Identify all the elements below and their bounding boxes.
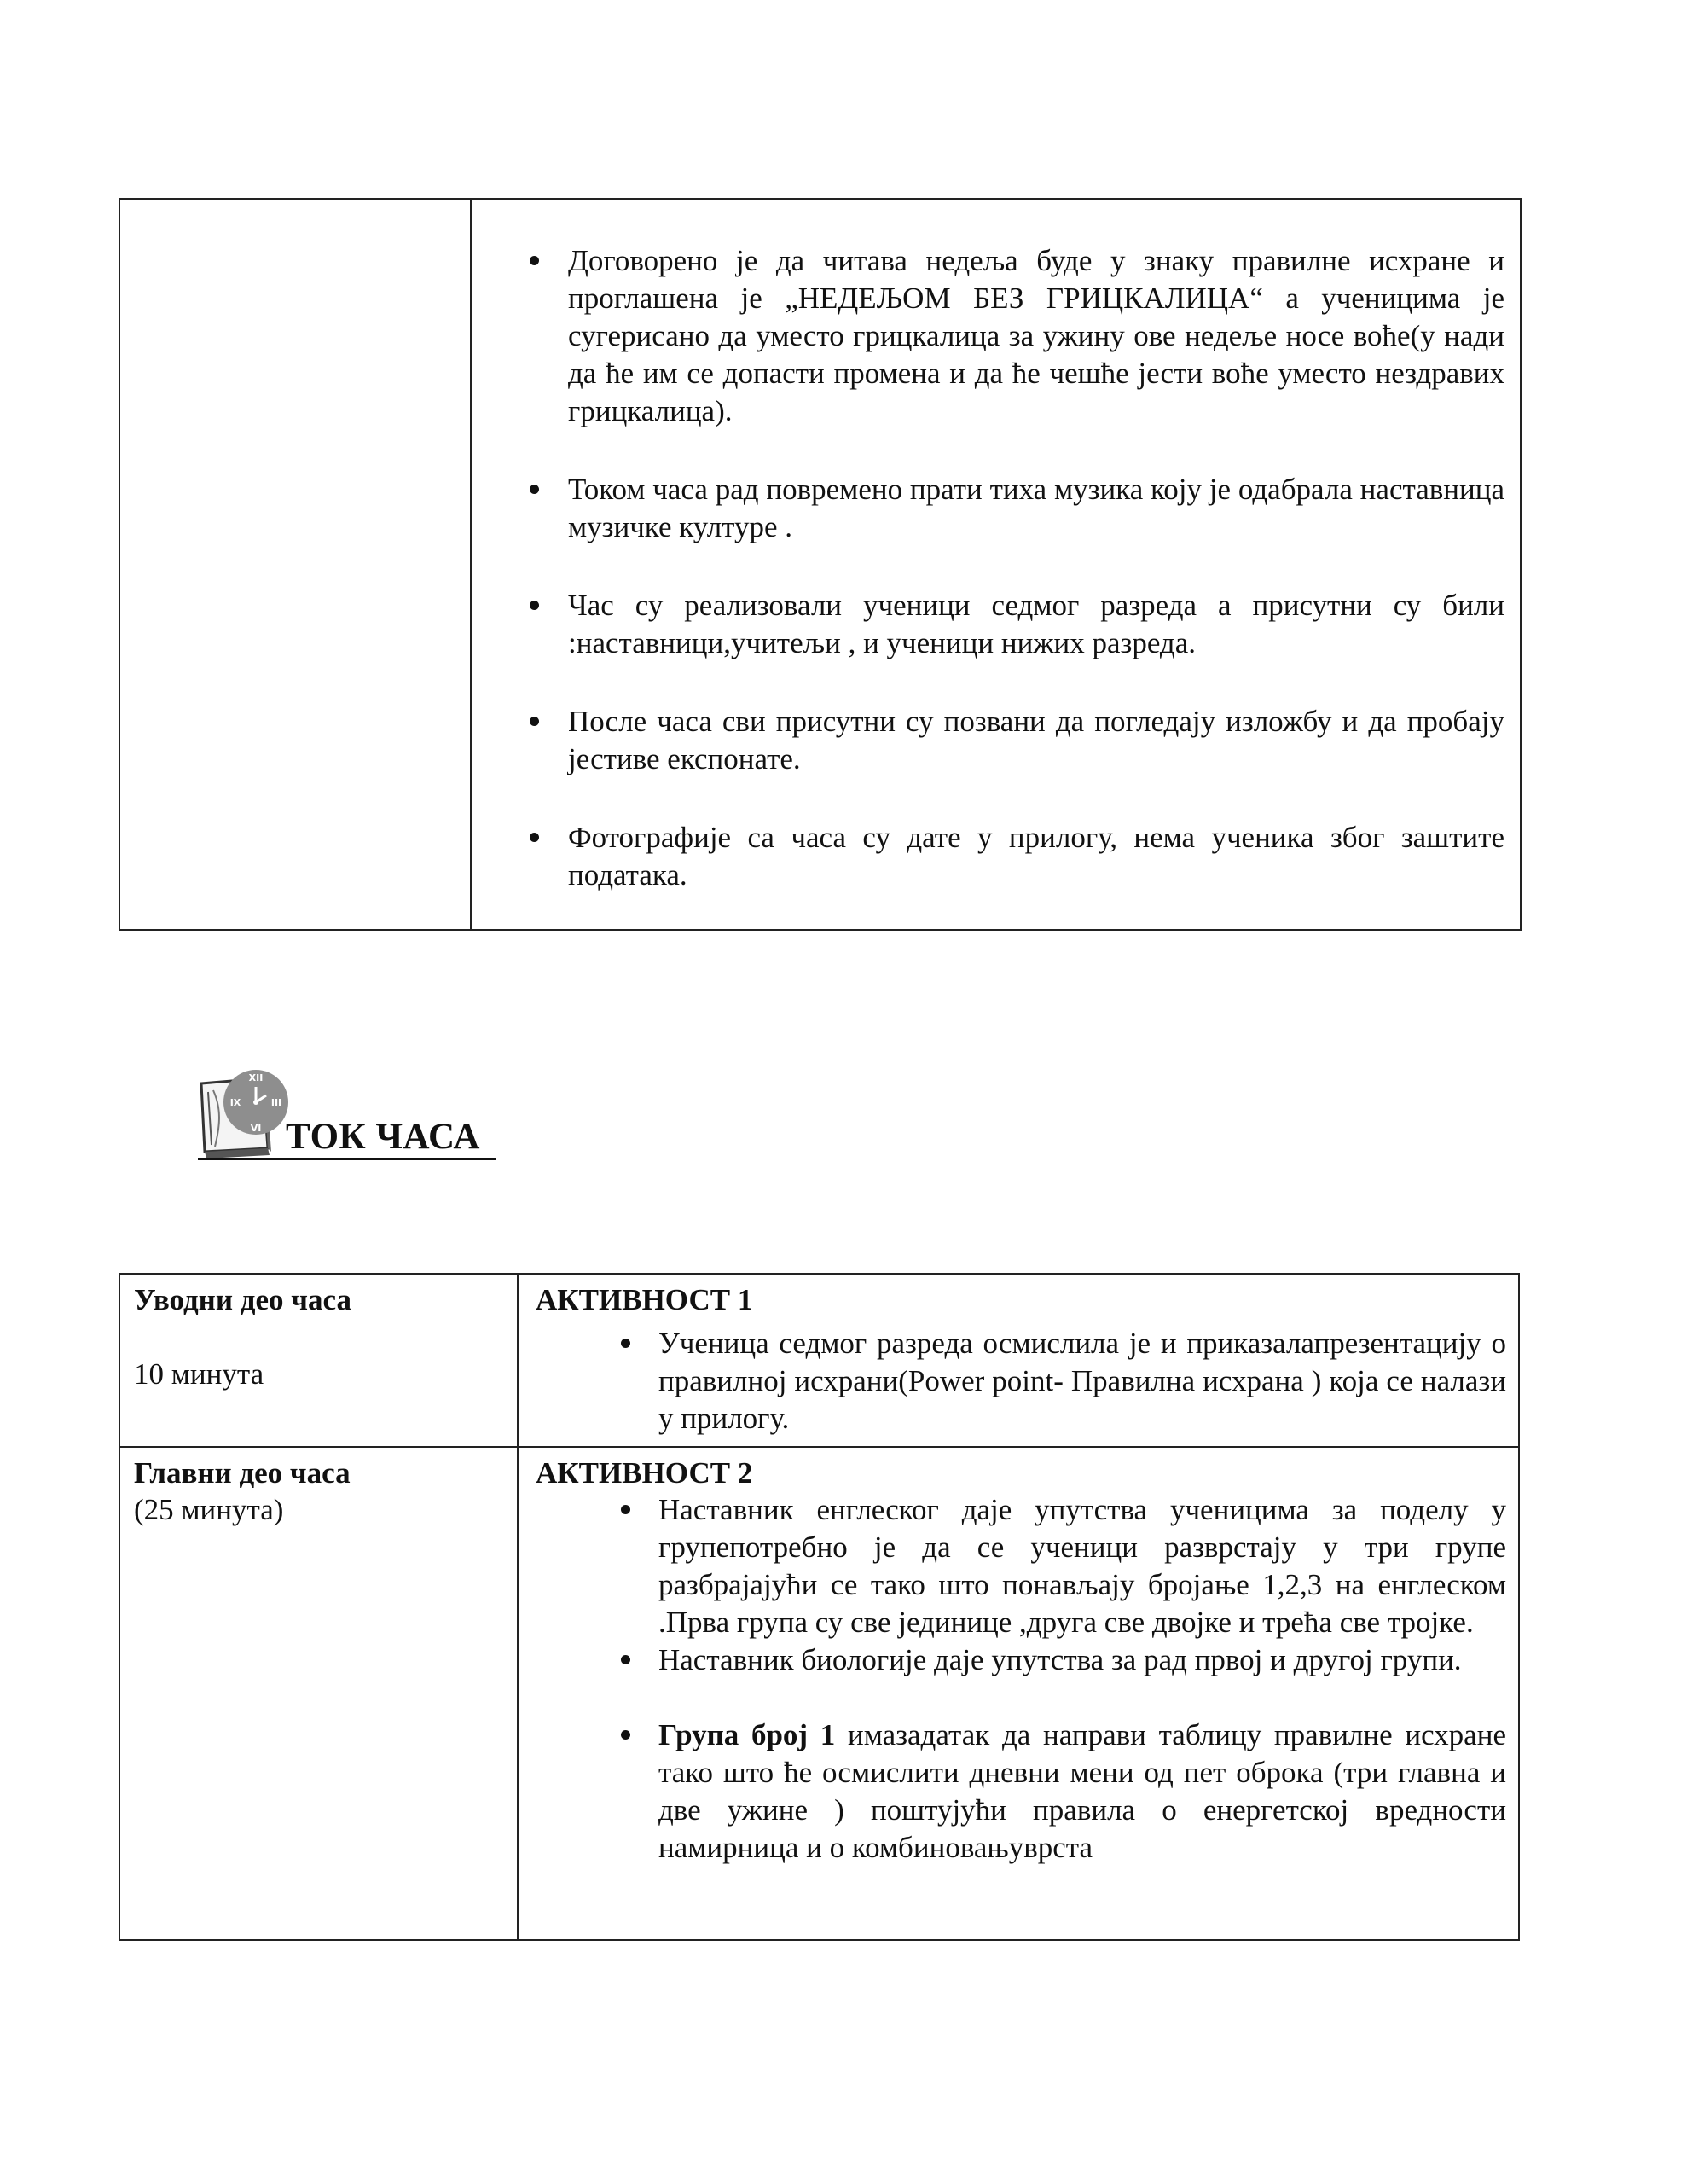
- phase-label: Главни део часа: [134, 1456, 351, 1490]
- list-item: [523, 703, 1504, 778]
- bullet-icon: [621, 1730, 630, 1740]
- svg-text:IX: IX: [229, 1097, 241, 1108]
- title-underline: [198, 1158, 496, 1160]
- note-text: Договорено је да читава недеља буде у знаку правилне исхране и проглашена је „НЕДЕЉОМ БЕЗ ГРИЦКАЛИЦА“ а ученицима је сугерисано да уместо грицкалица за ужину ове недеље носе воће(у нади да ће им се допасти промена и да ће чешће јести воће уместо нездравих грицкалица).: [568, 244, 1504, 427]
- list-item: [523, 242, 1504, 430]
- activity-text: имазадатак да направи таблицу правилне исхране тако што ће осмислити дневни мени од пет оброка (три главна и две ужине ) поштујући правила о енергетској вредности намирница и о комбиновањуврста: [658, 1718, 1506, 1864]
- notes-list: [523, 242, 1504, 894]
- bullet-icon: [530, 601, 539, 610]
- list-item: [612, 1641, 1506, 1679]
- main-phase-cell: [119, 1447, 518, 1940]
- group-label: Група број 1: [658, 1718, 836, 1751]
- list-item: [523, 587, 1504, 662]
- table-row: [119, 1447, 1519, 1940]
- activity-text: Наставник енглеског даје упутства ученицима за поделу у групепотребно је да се ученици разврстају у три групе разбрајајући се тако што понављају бројање 1,2,3 на енглеском .Прва група су све јединице ,друга све двојке и трећа све тројке.: [658, 1493, 1506, 1639]
- page-title: ТОК ЧАСА: [286, 1117, 480, 1157]
- phase-duration: 10 минута: [134, 1357, 264, 1391]
- activity-title: АКТИВНОСТ 1: [536, 1283, 753, 1316]
- notes-content-cell: [471, 199, 1521, 930]
- list-item: [612, 1716, 1506, 1867]
- table-row: [119, 1274, 1519, 1447]
- phase-duration: (25 минута): [134, 1493, 284, 1526]
- phase-label: Уводни део часа: [134, 1283, 351, 1316]
- bullet-icon: [530, 717, 539, 726]
- list-item: [523, 471, 1504, 546]
- bullet-icon: [530, 256, 539, 265]
- notes-empty-cell: [119, 199, 471, 930]
- note-text: Фотографије са часа су дате у прилогу, нема ученика због заштите података.: [568, 821, 1504, 892]
- list-item: [612, 1491, 1506, 1641]
- notes-table: [119, 198, 1522, 931]
- svg-text:III: III: [270, 1097, 282, 1108]
- intro-activity-cell: [518, 1274, 1519, 1447]
- note-text: После часа сви присутни су позвани да погледају изложбу и да пробају јестиве експонате.: [568, 705, 1504, 775]
- svg-text:VI: VI: [250, 1123, 262, 1134]
- section-heading: [196, 1066, 503, 1169]
- activity-text: Наставник биологије даје упутства за рад првој и другој групи.: [658, 1643, 1462, 1676]
- note-text: Током часа рад повремено прати тиха музика коју је одабрала наставница музичке културе .: [568, 473, 1504, 543]
- list-item: [612, 1325, 1506, 1438]
- activity-text: Ученица седмог разреда осмислила је и приказалапрезентацију о правилној исхрани(Power point- Правилна исхрана ) која се налази у прилогу.: [658, 1327, 1506, 1435]
- svg-text:XII: XII: [248, 1072, 264, 1083]
- note-text: Час су реализовали ученици седмог разреда а присутни су били :наставници,учитељи , и ученици нижих разреда.: [568, 589, 1504, 659]
- bullet-icon: [530, 485, 539, 494]
- activity-title: АКТИВНОСТ 2: [536, 1456, 753, 1490]
- bullet-icon: [621, 1339, 630, 1348]
- intro-phase-cell: [119, 1274, 518, 1447]
- main-activity-cell: [518, 1447, 1519, 1940]
- list-item: [523, 819, 1504, 894]
- lesson-flow-table: [119, 1273, 1520, 1941]
- bullet-icon: [530, 833, 539, 842]
- activity-list: [536, 1325, 1506, 1438]
- notes-row: [119, 199, 1521, 930]
- clock-icon: [196, 1066, 290, 1160]
- bullet-icon: [621, 1505, 630, 1514]
- activity-list: [536, 1491, 1506, 1867]
- bullet-icon: [621, 1655, 630, 1664]
